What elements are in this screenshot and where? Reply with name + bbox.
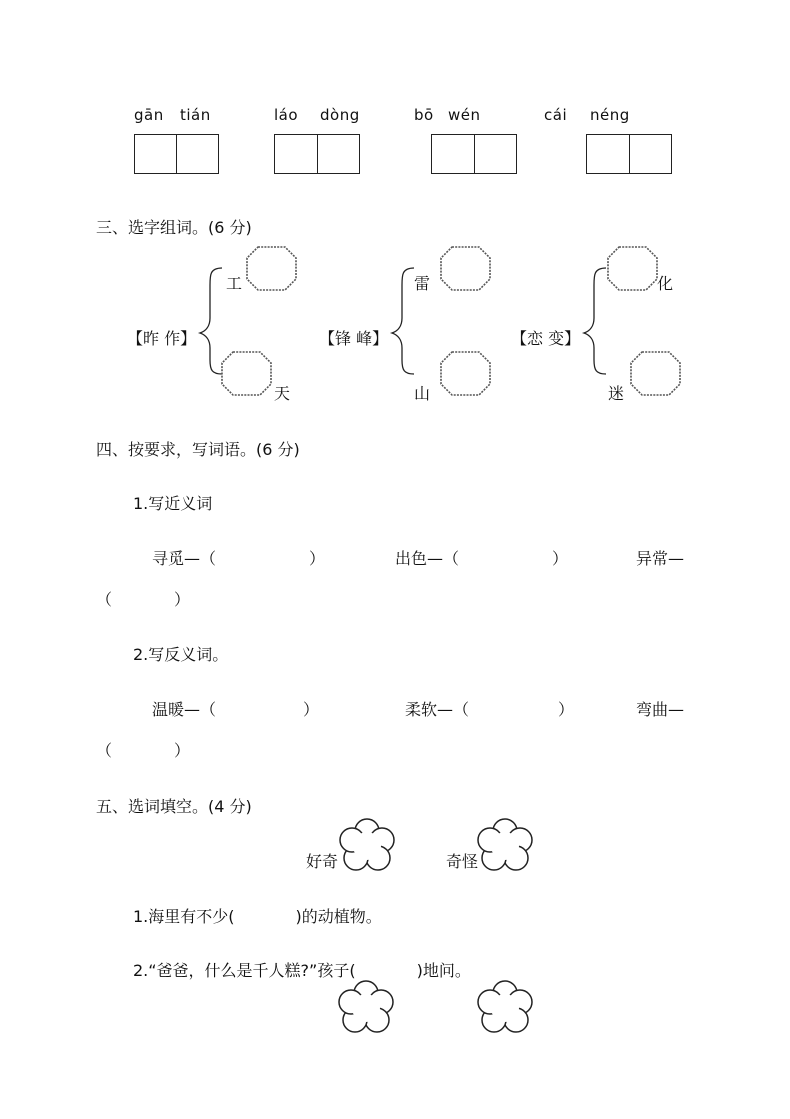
antonym-2-close: ） [558, 700, 575, 719]
pinyin-1a: gān [134, 106, 164, 124]
char-bottom-3: 迷 [608, 384, 625, 403]
char-top-1: 工 [226, 274, 243, 293]
word-option-1: 好奇 [306, 852, 339, 871]
antonym-1-close: ） [303, 700, 320, 719]
synonym-3-close: ） [174, 590, 191, 609]
antonym-3-prefix: 弯曲— [636, 700, 685, 719]
antonym-2-prefix: 柔软—（ [405, 700, 470, 719]
bracket-group-2: 【锋 峰】 [319, 329, 389, 348]
antonym-3-close: ） [174, 741, 191, 760]
flower-answer-2 [478, 819, 532, 870]
pinyin-3b: wén [448, 106, 481, 124]
synonym-1-close: ） [309, 549, 326, 568]
synonym-2-prefix: 出色—（ [395, 549, 460, 568]
char-bottom-1: 天 [274, 384, 291, 403]
synonym-1-prefix: 寻觅—（ [152, 549, 217, 568]
flower-answer-3 [339, 981, 393, 1032]
pinyin-3a: bō [414, 106, 434, 124]
section5-heading: 五、选词填空。(4 分) [96, 797, 252, 816]
fill-question-1: 1.海里有不少( )的动植物。 [133, 907, 382, 926]
char-top-3: 化 [657, 274, 674, 293]
pinyin-2a: láo [274, 106, 299, 124]
antonym-1-prefix: 温暖—（ [152, 700, 217, 719]
pinyin-4a: cái [544, 106, 568, 124]
section4-heading: 四、按要求，写词语。(6 分) [96, 440, 300, 459]
antonym-title: 2.写反义词。 [133, 645, 229, 664]
char-bottom-2: 山 [414, 384, 431, 403]
synonym-3-prefix: 异常— [636, 549, 685, 568]
pinyin-1b: tián [180, 106, 211, 124]
synonym-title: 1.写近义词 [133, 494, 213, 513]
flower-answer-4 [478, 981, 532, 1032]
synonym-3-open: （ [96, 590, 113, 609]
flower-answer-1 [340, 819, 394, 870]
pinyin-4b: néng [590, 106, 630, 124]
antonym-3-open: （ [96, 741, 113, 760]
pinyin-2b: dòng [320, 106, 360, 124]
bracket-group-3: 【恋 变】 [511, 329, 581, 348]
word-option-2: 奇怪 [446, 852, 479, 871]
bracket-group-1: 【昨 作】 [127, 329, 197, 348]
synonym-2-close: ） [552, 549, 569, 568]
section3-heading: 三、选字组词。(6 分) [96, 218, 252, 237]
fill-question-2: 2.“爸爸，什么是千人糕?”孩子( )地问。 [133, 961, 471, 980]
char-top-2: 雷 [414, 274, 431, 293]
